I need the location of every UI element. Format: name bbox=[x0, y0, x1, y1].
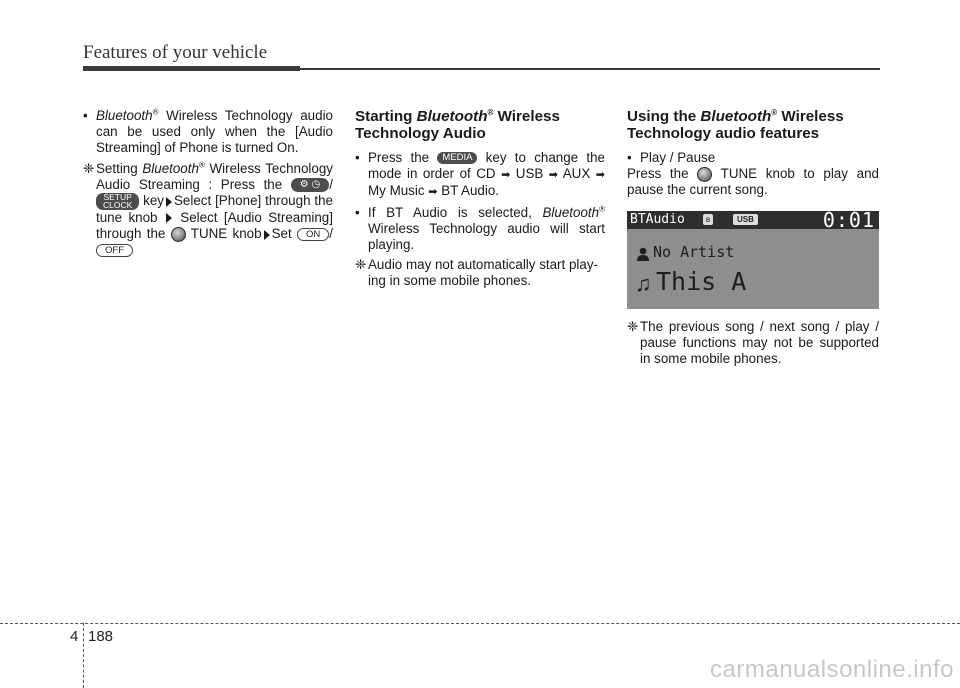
page-header-title: Features of your vehicle bbox=[83, 42, 268, 63]
off-key-icon: OFF bbox=[96, 244, 133, 257]
autostart-note: ❈ Audio may not automatically start play-ing in some mobile phones. bbox=[355, 257, 598, 289]
audio-streaming-setting-note: ❈ Setting Bluetooth® Wireless Technology Audio Streaming : Press the ⚙ ◷ /SETUP CLOCK key Select [Phone] through the tune knob Select [Audio Streaming] through the TUNE knob Set ON /OFF bbox=[83, 160, 334, 257]
bt-audio-display-screen bbox=[627, 211, 879, 309]
settings-key-icon: ⚙ ◷ bbox=[291, 178, 329, 192]
usb-badge: USB bbox=[733, 214, 758, 225]
sequence-arrow-icon: ➡ bbox=[428, 186, 438, 199]
bt-audio-selected-bullet: • If BT Audio is selected, Bluetooth® Wireless Technology audio will start playing. bbox=[355, 204, 605, 253]
display-source-label: BTAudio bbox=[630, 211, 685, 227]
play-pause-description: Press the TUNE knob to play and pause the current song. bbox=[627, 166, 879, 198]
step-arrow-icon bbox=[166, 197, 172, 207]
using-bt-audio-heading: Using the Bluetooth® Wireless Technology audio features bbox=[627, 107, 844, 142]
sequence-arrow-icon: ➡ bbox=[595, 169, 605, 182]
step-arrow-icon bbox=[166, 213, 172, 223]
artist-person-icon bbox=[636, 247, 650, 261]
column-3 bbox=[627, 108, 879, 371]
footer-dashed-divider bbox=[83, 623, 84, 688]
media-key-icon: MEDIA bbox=[437, 152, 477, 164]
site-watermark: carmanualsonline.info bbox=[710, 656, 954, 683]
header-rule-thick bbox=[83, 66, 300, 71]
step-arrow-icon bbox=[264, 230, 270, 240]
tune-knob-icon bbox=[171, 227, 186, 242]
play-pause-bullet: • Play / Pause bbox=[627, 150, 716, 165]
column-2 bbox=[355, 108, 605, 294]
header-rule-thin bbox=[300, 68, 880, 70]
bluetooth-icon: ʙ bbox=[703, 214, 713, 225]
display-song-title: This A bbox=[656, 266, 747, 296]
starting-bt-audio-heading: Starting Bluetooth® Wireless Technology Audio bbox=[355, 107, 560, 142]
footer-dashed-rule bbox=[0, 623, 960, 624]
function-support-note: ❈ The previous song / next song / play / pause functions may not be supported in some mobile phones. bbox=[627, 318, 879, 367]
on-key-icon: ON bbox=[297, 228, 329, 241]
chapter-number: 4 bbox=[70, 628, 79, 645]
sequence-arrow-icon: ➡ bbox=[501, 169, 511, 182]
song-note-icon: ♫ bbox=[635, 270, 652, 296]
setup-clock-key-icon: SETUP CLOCK bbox=[96, 193, 139, 210]
column-1 bbox=[83, 108, 333, 263]
page-number: 188 bbox=[88, 628, 114, 645]
bluetooth-availability-bullet: • Bluetooth® Wireless Technology audio can be used only when the [Audio Streaming] of Phone is turned On. bbox=[83, 107, 333, 156]
display-artist-name: No Artist bbox=[653, 242, 735, 261]
tune-knob-icon bbox=[697, 167, 712, 182]
display-play-time: 0:01 bbox=[822, 210, 875, 232]
media-key-bullet: • Press the MEDIA key to change the mode in order of CD ➡ USB ➡ AUX ➡ My Music ➡ BT Audio. bbox=[355, 150, 605, 199]
sequence-arrow-icon: ➡ bbox=[548, 169, 559, 182]
